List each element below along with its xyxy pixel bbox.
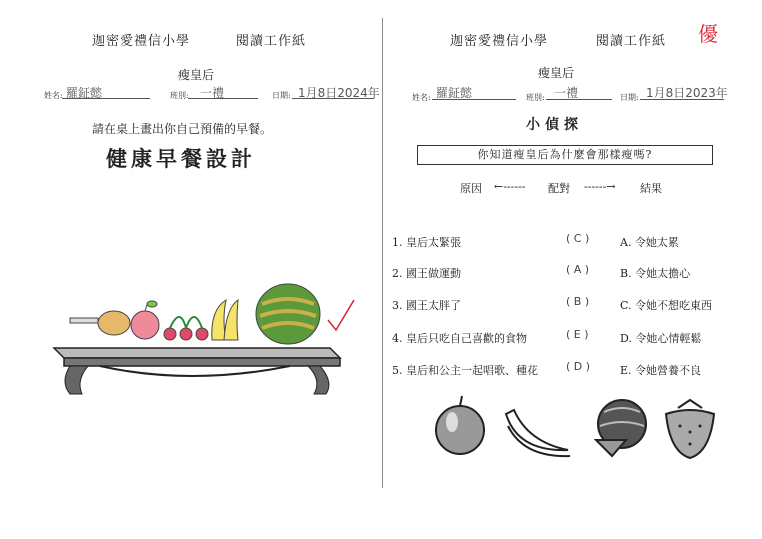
apple-icon <box>436 396 484 454</box>
cause-label: 原因 <box>460 182 482 195</box>
breakfast-table-drawing <box>40 270 370 420</box>
heading-healthy-breakfast: 健康早餐設計 <box>106 146 256 171</box>
cause-item-1: 1. 皇后太緊張 <box>392 236 461 249</box>
cause-item-4: 4. 皇后只吃自己喜歡的食物 <box>392 332 527 345</box>
instruction-text: 請在桌上畫出你自己預備的早餐。 <box>92 122 273 136</box>
class-value-right: 一禮 <box>554 86 579 100</box>
worksheet-title-left: 閱讀工作紙 <box>236 34 307 49</box>
worksheet-title-right: 閱讀工作紙 <box>596 34 667 49</box>
answer-4: ( E ) <box>566 328 589 341</box>
result-item-a: A. 令她太累 <box>620 236 679 249</box>
cherries-icon <box>164 317 208 340</box>
banana-icon <box>212 300 238 340</box>
section-heading: 小偵探 <box>526 117 583 133</box>
answer-5: ( D ) <box>566 360 591 373</box>
class-label-left: 班別: <box>170 91 189 100</box>
cause-item-3: 3. 國王太胖了 <box>392 299 461 312</box>
banana-icon <box>506 410 570 456</box>
class-label-right: 班別: <box>526 93 545 102</box>
result-item-c: C. 令她不想吃東西 <box>620 299 713 312</box>
watermelon-icon <box>256 284 320 344</box>
cause-arrow: ←------ <box>494 180 526 193</box>
date-value-left: 1月8日2024年 <box>298 86 380 100</box>
name-value-right: 羅鉦懿 <box>436 86 473 100</box>
story-title-right: 瘦皇后 <box>538 66 575 80</box>
school-name-left: 迦密愛禮信小學 <box>92 34 191 49</box>
story-title-left: 瘦皇后 <box>178 68 215 82</box>
answer-3: ( B ) <box>566 295 590 308</box>
match-label: 配對 <box>548 182 570 195</box>
class-value-left: 一禮 <box>200 86 225 100</box>
check-mark-icon <box>328 300 354 330</box>
grade-mark: 優 <box>698 22 718 46</box>
cause-item-5: 5. 皇后和公主一起唱歌、種花 <box>392 364 538 377</box>
result-label: 結果 <box>640 182 662 195</box>
fruit-icons-row <box>428 392 718 462</box>
result-item-d: D. 令她心情輕鬆 <box>620 332 702 345</box>
date-value-right: 1月8日2023年 <box>646 86 728 100</box>
date-label-right: 日期: <box>620 93 639 102</box>
cause-item-2: 2. 國王做運動 <box>392 267 461 280</box>
strawberry-icon <box>666 400 714 458</box>
table-icon <box>54 348 340 394</box>
name-label-right: 姓名: <box>412 93 431 102</box>
watermelon-icon <box>596 400 646 456</box>
answer-2: ( A ) <box>566 263 590 276</box>
result-item-e: E. 令她營養不良 <box>620 364 702 377</box>
answer-1: ( C ) <box>566 232 590 245</box>
result-arrow: ------→ <box>584 180 616 193</box>
date-label-left: 日期: <box>272 91 291 100</box>
chicken-leg-icon <box>70 311 130 335</box>
name-value-left: 羅鉦懿 <box>66 86 103 100</box>
name-label-left: 姓名: <box>44 91 63 100</box>
result-item-b: B. 令她太擔心 <box>620 267 691 280</box>
page-divider <box>382 18 383 488</box>
question-box: 你知道瘦皇后為什麼會那樣瘦嗎? <box>417 145 713 165</box>
apple-icon <box>131 301 159 339</box>
school-name-right: 迦密愛禮信小學 <box>450 34 549 49</box>
